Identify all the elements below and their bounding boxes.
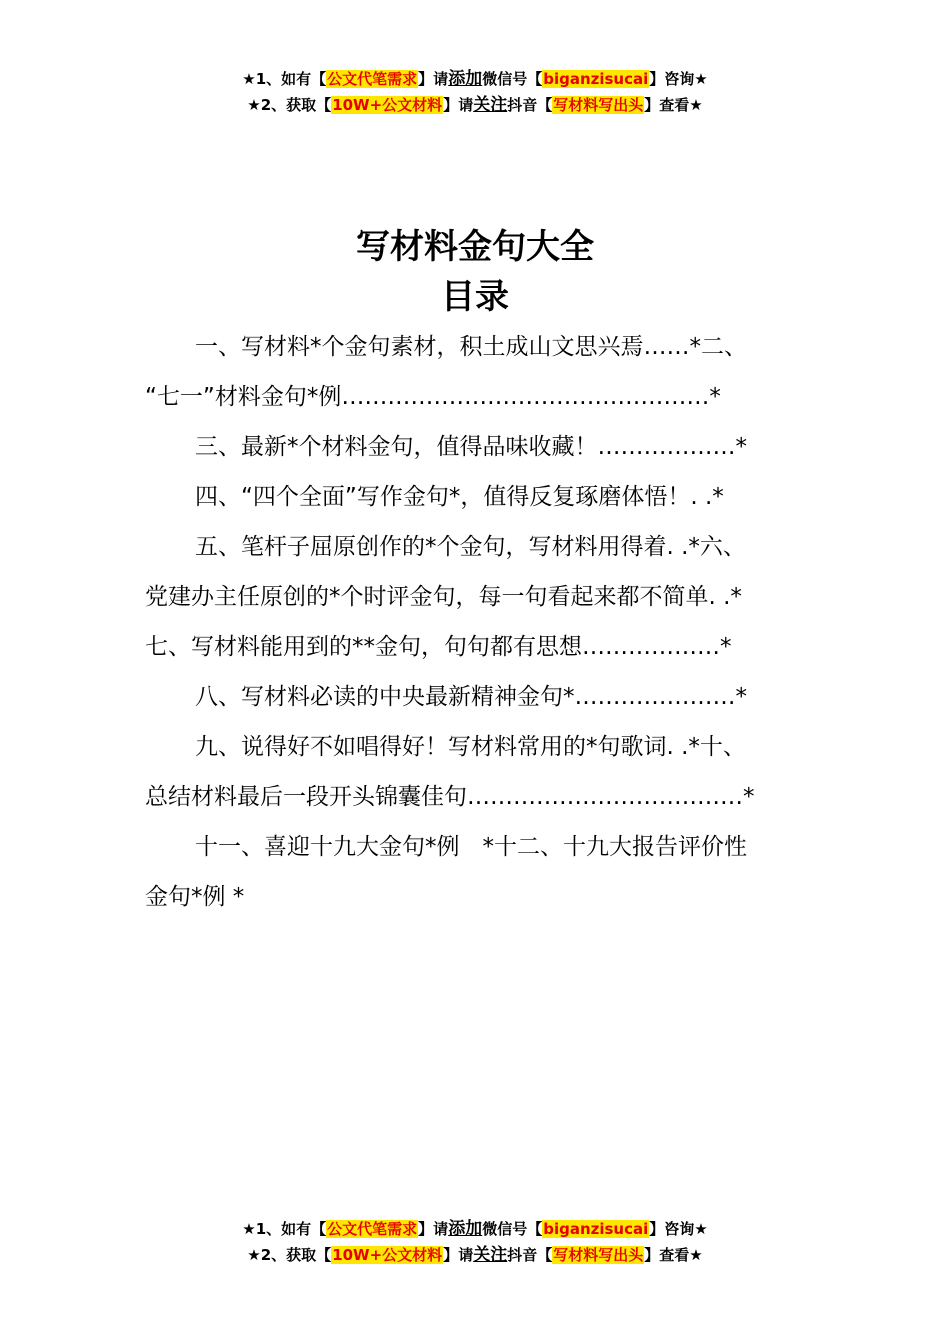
toc-heading: 目录 bbox=[441, 277, 509, 317]
toc-line: 七、写材料能用到的**金句，句句都有思想………………* bbox=[145, 634, 732, 660]
table-of-contents bbox=[145, 322, 807, 922]
promo-highlight: biganzisucai bbox=[543, 70, 649, 88]
promo-line-2 bbox=[0, 1242, 950, 1268]
toc-line: 金句*例 * bbox=[145, 884, 245, 910]
promo-emphasis: 关注 bbox=[473, 1245, 508, 1265]
promo-text: 】查看★ bbox=[644, 96, 703, 114]
toc-line: 总结材料最后一段开头锦囊佳句………………………………* bbox=[145, 784, 755, 810]
promo-line-2 bbox=[0, 92, 950, 118]
promo-highlight: 公文代笔需求 bbox=[327, 1220, 418, 1238]
toc-line: 八、写材料必读的中央最新精神金句*…………………* bbox=[195, 684, 747, 710]
promo-text: 微信号【 bbox=[482, 1220, 543, 1238]
promo-text: ★2、获取【 bbox=[247, 96, 332, 114]
top-promo-banner bbox=[0, 66, 950, 118]
document-title: 写材料金句大全 bbox=[356, 227, 594, 267]
toc-line: 党建办主任原创的*个时评金句，每一句看起来都不简单. .* bbox=[145, 584, 742, 610]
toc-line: 十一、喜迎十九大金句*例 *十二、十九大报告评价性 bbox=[195, 834, 747, 860]
promo-text: 】请 bbox=[443, 96, 474, 114]
promo-line-1 bbox=[0, 66, 950, 92]
promo-emphasis: 关注 bbox=[473, 95, 508, 115]
promo-text: ★2、获取【 bbox=[247, 1246, 332, 1264]
promo-text: 】咨询★ bbox=[649, 1220, 708, 1238]
promo-text: 】请 bbox=[418, 1220, 449, 1238]
bottom-promo-banner bbox=[0, 1216, 950, 1268]
toc-line: “七一”材料金句*例…………………………………………* bbox=[145, 384, 721, 410]
promo-highlight: 公文代笔需求 bbox=[327, 70, 418, 88]
promo-text: 抖音【 bbox=[507, 1246, 553, 1264]
toc-line: 三、最新*个材料金句，值得品味收藏！………………* bbox=[195, 434, 747, 460]
promo-highlight: 10W+公文材料 bbox=[332, 1246, 443, 1264]
promo-text: 】咨询★ bbox=[649, 70, 708, 88]
promo-highlight: biganzisucai bbox=[543, 1220, 649, 1238]
promo-text: 】请 bbox=[418, 70, 449, 88]
toc-line: 九、说得好不如唱得好！写材料常用的*句歌词. .*十、 bbox=[195, 734, 746, 760]
promo-text: 微信号【 bbox=[482, 70, 543, 88]
promo-emphasis: 添加 bbox=[448, 69, 483, 89]
promo-emphasis: 添加 bbox=[448, 1219, 483, 1239]
promo-text: 抖音【 bbox=[507, 96, 553, 114]
promo-highlight: 写材料写出头 bbox=[553, 1246, 644, 1264]
toc-line: 一、写材料*个金句素材，积土成山文思兴焉……*二、 bbox=[195, 334, 747, 360]
promo-text: ★1、如有【 bbox=[242, 1220, 327, 1238]
promo-text: ★1、如有【 bbox=[242, 70, 327, 88]
toc-line: 五、笔杆子屈原创作的*个金句，写材料用得着. .*六、 bbox=[195, 534, 746, 560]
promo-text: 】查看★ bbox=[644, 1246, 703, 1264]
promo-highlight: 写材料写出头 bbox=[553, 96, 644, 114]
promo-text: 】请 bbox=[443, 1246, 474, 1264]
toc-line: 四、“四个全面”写作金句*，值得反复琢磨体悟！. .* bbox=[195, 484, 724, 510]
promo-highlight: 10W+公文材料 bbox=[332, 96, 443, 114]
promo-line-1 bbox=[0, 1216, 950, 1242]
